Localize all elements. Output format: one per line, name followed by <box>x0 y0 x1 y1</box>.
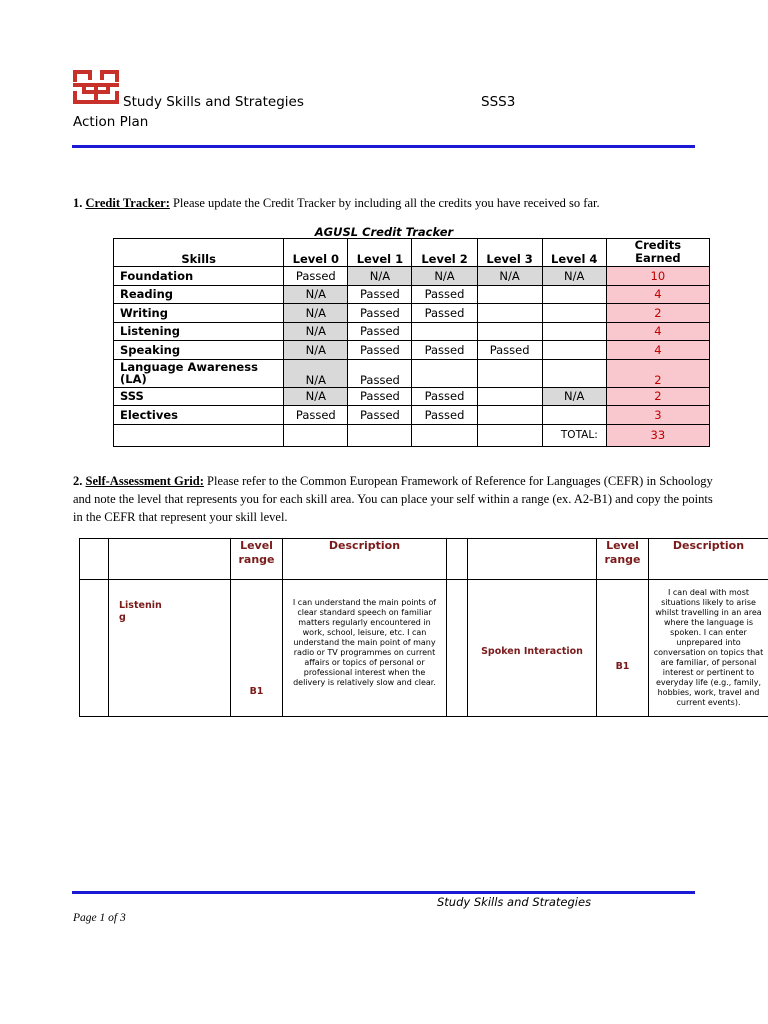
table-row <box>114 406 710 425</box>
level-cell <box>412 322 477 341</box>
page-number: Page 1 of 3 <box>73 912 126 924</box>
school-logo <box>72 69 120 105</box>
col-header-description: Description <box>283 539 447 580</box>
skill-cell: SSS <box>114 387 284 406</box>
section-text: Please refer to the Common European Framework of Reference for Languages (CEFR) in Schoology and note the level that represents you for each skill area. You can place your self within a range (ex. A2-B1) and copy the points in the CEFR that represent your skill level. <box>73 474 713 524</box>
section-number: 1. <box>73 196 83 210</box>
level-cell: Passed <box>348 387 412 406</box>
credits-cell: 4 <box>606 285 709 304</box>
credits-cell: 2 <box>606 387 709 406</box>
level-cell: Passed <box>284 267 348 286</box>
level-value: B1 <box>615 660 630 672</box>
level-cell: Passed <box>348 341 412 360</box>
header-course-code: SSS3 <box>481 94 516 110</box>
header-subtitle: Action Plan <box>73 114 149 130</box>
table-row <box>114 341 710 360</box>
skill-cell: Writing <box>114 304 284 323</box>
self-assessment-table <box>79 538 768 717</box>
col-header-level-range: Level range <box>597 539 649 580</box>
col-header-level-range: Level range <box>231 539 283 580</box>
table-row <box>114 359 710 387</box>
skill-cell: Foundation <box>114 267 284 286</box>
empty-cell <box>412 424 477 446</box>
skill-cell: Language Awareness (LA) <box>114 359 284 387</box>
description-text: I can deal with most situations likely to arise whilst travelling in an area where the language is spoken. I can enter unprepared into conversation on topics that are familiar, of personal interest or pertinent to everyday life (e.g., family, hobbies, work, travel and current events). <box>653 588 764 707</box>
credit-tracker-instruction <box>73 196 600 211</box>
level-cell: Passed <box>412 341 477 360</box>
skill-cell: Speaking <box>114 341 284 360</box>
credits-cell: 3 <box>606 406 709 425</box>
level-cell: N/A <box>284 304 348 323</box>
col-header: Level 3 <box>477 239 542 267</box>
level-cell <box>542 406 606 425</box>
table-row <box>114 304 710 323</box>
total-value: 33 <box>606 424 709 446</box>
col-header: Level 1 <box>348 239 412 267</box>
empty-cell <box>80 580 109 717</box>
level-cell <box>412 359 477 387</box>
skill-name: Spoken Interaction <box>481 645 583 657</box>
level-cell: Passed <box>412 387 477 406</box>
section-label: Credit Tracker: <box>85 196 170 210</box>
empty-cell <box>109 539 231 580</box>
sa-row <box>80 580 768 717</box>
level-cell: Passed <box>348 322 412 341</box>
table-row <box>114 322 710 341</box>
level-cell: Passed <box>477 341 542 360</box>
footer-course-title: Study Skills and Strategies <box>437 895 592 909</box>
level-cell <box>477 406 542 425</box>
level-cell: Passed <box>412 285 477 304</box>
level-cell: N/A <box>284 387 348 406</box>
empty-cell <box>114 424 284 446</box>
empty-cell <box>80 539 109 580</box>
col-header: Credits Earned <box>606 239 709 267</box>
total-row <box>114 424 710 446</box>
section-number: 2. <box>73 474 83 488</box>
level-cell: Passed <box>412 406 477 425</box>
empty-cell <box>468 539 597 580</box>
level-cell: N/A <box>348 267 412 286</box>
header-course-title: Study Skills and Strategies <box>123 94 304 110</box>
listening-level-cell <box>231 580 283 717</box>
empty-cell <box>348 424 412 446</box>
col-header: Level 4 <box>542 239 606 267</box>
level-cell: N/A <box>284 285 348 304</box>
listening-skill-cell <box>109 580 231 717</box>
empty-cell <box>447 539 468 580</box>
section-text: Please update the Credit Tracker by including all the credits you have received so far. <box>169 196 600 210</box>
col-header-description: Description <box>649 539 768 580</box>
table-header-row <box>114 239 710 267</box>
level-cell: N/A <box>284 341 348 360</box>
level-cell: Passed <box>348 406 412 425</box>
level-cell <box>542 285 606 304</box>
spoken-skill-cell <box>468 580 597 717</box>
credit-tracker-caption: AGUSL Credit Tracker <box>314 225 454 239</box>
level-cell <box>542 341 606 360</box>
credits-cell: 10 <box>606 267 709 286</box>
col-header: Skills <box>114 239 284 267</box>
level-cell: Passed <box>348 285 412 304</box>
level-cell <box>477 304 542 323</box>
skill-cell: Reading <box>114 285 284 304</box>
table-row <box>114 387 710 406</box>
credits-cell: 4 <box>606 341 709 360</box>
description-text: I can understand the main points of clear standard speech on familiar matters regularly encountered in work, school, leisure, etc. I can understand the main point of many radio or TV programmes on current affairs or topics of personal or professional interest when the delivery is relatively slow and clear. <box>292 598 437 687</box>
spoken-level-cell <box>597 580 649 717</box>
level-cell: N/A <box>477 267 542 286</box>
section-label: Self-Assessment Grid: <box>85 474 204 488</box>
level-cell: N/A <box>284 359 348 387</box>
level-cell <box>542 359 606 387</box>
header-rule <box>72 145 695 148</box>
level-cell: Passed <box>348 359 412 387</box>
level-cell <box>477 387 542 406</box>
level-cell: N/A <box>284 322 348 341</box>
level-cell <box>542 304 606 323</box>
level-cell: Passed <box>348 304 412 323</box>
total-label: TOTAL: <box>542 424 606 446</box>
credits-cell: 4 <box>606 322 709 341</box>
credit-tracker-table <box>113 238 710 447</box>
level-cell: Passed <box>284 406 348 425</box>
sa-header-row <box>80 539 768 580</box>
level-cell: N/A <box>542 387 606 406</box>
level-cell <box>542 322 606 341</box>
empty-cell <box>477 424 542 446</box>
level-cell: N/A <box>542 267 606 286</box>
level-value: B1 <box>249 686 264 697</box>
credits-cell: 2 <box>606 359 709 387</box>
empty-cell <box>447 580 468 717</box>
table-row <box>114 285 710 304</box>
skill-cell: Electives <box>114 406 284 425</box>
col-header: Level 0 <box>284 239 348 267</box>
level-cell <box>477 322 542 341</box>
col-header: Level 2 <box>412 239 477 267</box>
listening-description-cell <box>283 580 447 717</box>
self-assessment-instruction <box>73 472 723 526</box>
level-cell <box>477 285 542 304</box>
footer-rule <box>72 891 695 894</box>
empty-cell <box>284 424 348 446</box>
level-cell: N/A <box>412 267 477 286</box>
spoken-description-cell <box>649 580 768 717</box>
level-cell <box>477 359 542 387</box>
skill-name: Listenin g <box>119 600 162 623</box>
skill-cell: Listening <box>114 322 284 341</box>
table-row <box>114 267 710 286</box>
level-cell: Passed <box>412 304 477 323</box>
credits-cell: 2 <box>606 304 709 323</box>
